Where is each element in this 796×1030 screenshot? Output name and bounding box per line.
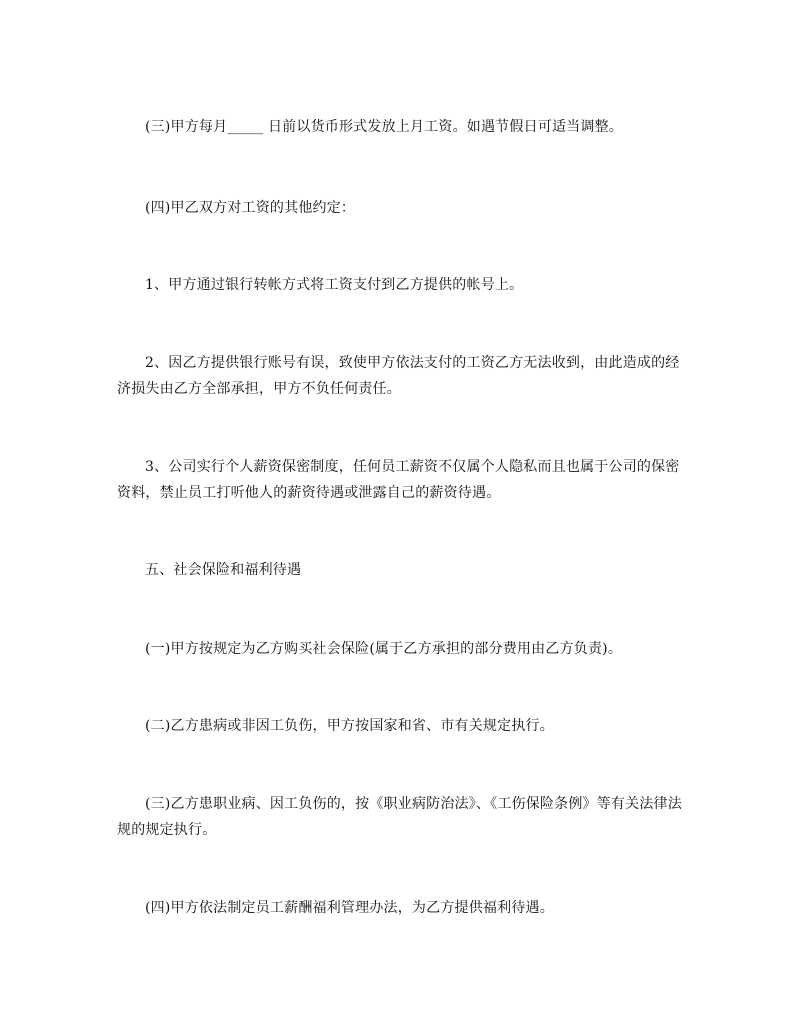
paragraph-salary-confidentiality: 3、公司实行个人薪资保密制度，任何员工薪资不仅属个人隐私而且也属于公司的保密资料，禁止员工打听他人的薪资待遇或泄露自己的薪资待遇。	[117, 459, 680, 501]
paragraph-welfare-management: (四)甲方依法制定员工薪酬福利管理办法，为乙方提供福利待遇。	[145, 900, 554, 916]
paragraph-salary-payment-date: (三)甲方每月_____ 日前以货币形式发放上月工资。如遇节假日可适当调整。	[145, 119, 623, 135]
paragraph-occupational-disease: (三)乙方患职业病、因工负伤的，按《职业病防治法》、《工伤保险条例》等有关法律法规的规定执行。	[117, 796, 682, 838]
paragraph-other-salary-agreements: (四)甲乙双方对工资的其他约定：	[145, 200, 356, 216]
section-heading-social-insurance: 五、社会保险和福利待遇	[145, 562, 302, 578]
paragraph-bank-account-error: 2、因乙方提供银行账号有误，致使甲方依法支付的工资乙方无法收到，由此造成的经济损失由乙方全部承担，甲方不负任何责任。	[117, 355, 680, 397]
paragraph-social-insurance-purchase: (一)甲方按规定为乙方购买社会保险(属于乙方承担的部分费用由乙方负责)。	[145, 641, 623, 657]
paragraph-bank-transfer: 1、甲方通过银行转帐方式将工资支付到乙方提供的帐号上。	[145, 277, 524, 293]
paragraph-illness-injury: (二)乙方患病或非因工负伤，甲方按国家和省、市有关规定执行。	[145, 718, 554, 734]
